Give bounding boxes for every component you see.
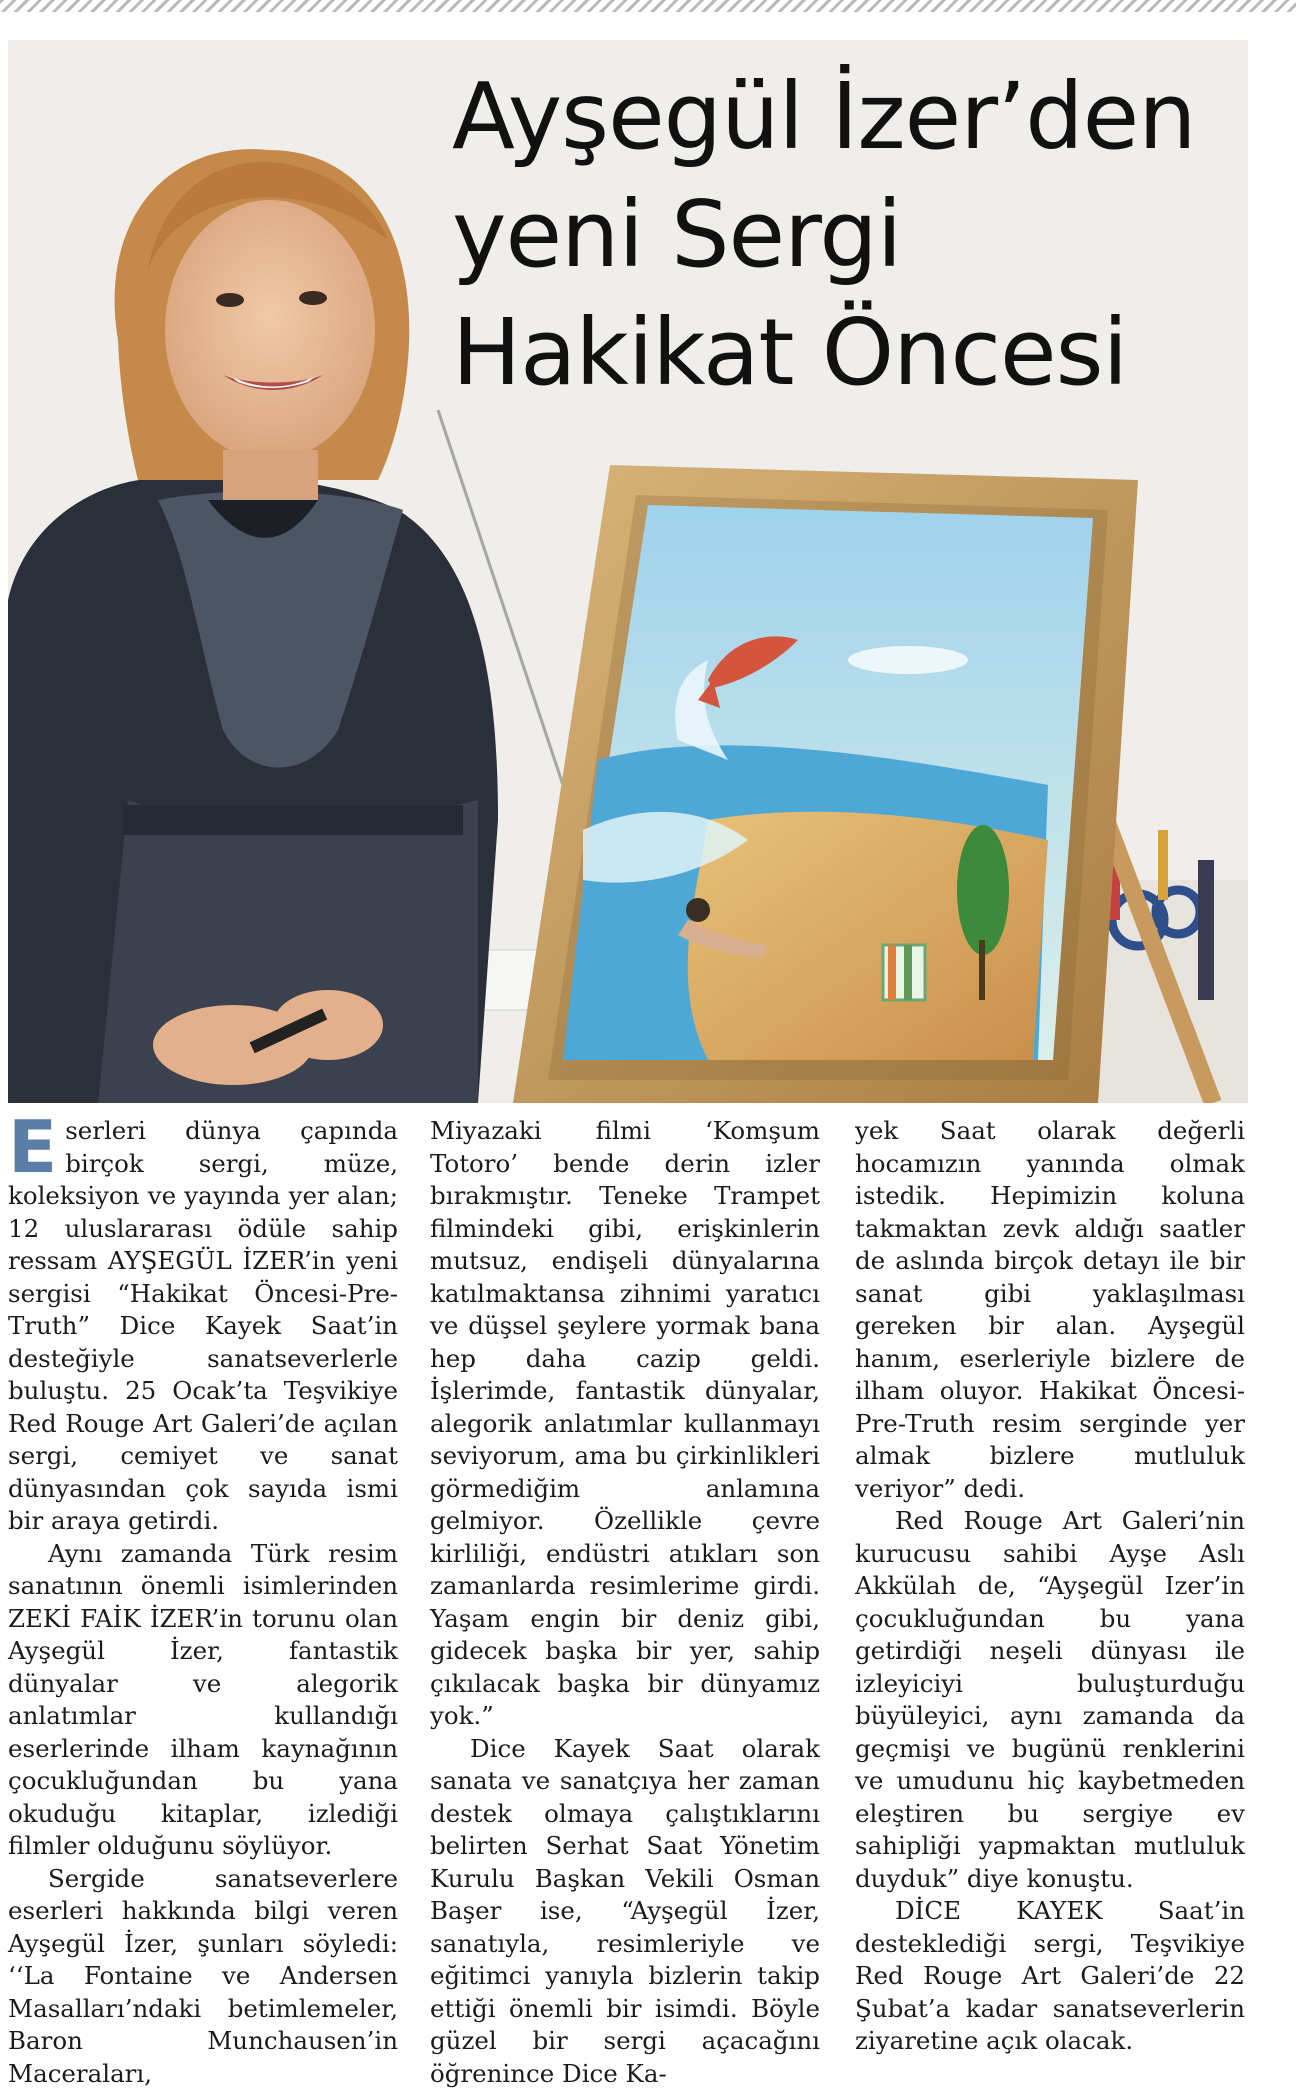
headline-line-1: Ayşegül İzer’den bbox=[452, 58, 1252, 176]
article-paragraph: DİCE KAYEK Saat’in desteklediği sergi, Teşvikiye Red Rouge Art Galeri’de 22 Şubat’a kadar sanatseverlerin ziyaretine açık olacak. bbox=[855, 1895, 1245, 2058]
article-column-3 bbox=[855, 1115, 1245, 2058]
paragraph-text: serleri dünya çapında birçok sergi, müze, koleksiyon ve yayında yer alan; 12 uluslararası ödüle sahip ressam AYŞEGÜL İZER’in yeni sergisi “Hakikat Öncesi-Pre-Truth” Dice Kayek Saat’in desteğiyle sanatseverlerle buluştu. 25 Ocak’ta Teşvikiye Red Rouge Art Galeri’de açılan sergi, cemiyet ve sanat dünyasından çok sayıda ismi bir araya getirdi. bbox=[8, 1116, 398, 1535]
headline-line-3: Hakikat Öncesi bbox=[452, 294, 1252, 412]
article-paragraph bbox=[8, 1115, 398, 1538]
article-paragraph: Red Rouge Art Galeri’nin kurucusu sahibi Ayşe Aslı Akkülah de, “Ayşegül Izer’in çocukluğundan bu yana getirdiği neşeli dünyası ile izleyiciyi buluşturduğu büyüleyici, aynı zamanda da geçmişi ve bugünü renklerini ve umudunu hiç kaybetmeden eleştiren bu sergiye ev sahipliği yapmaktan mutluluk duyduk” diye konuştu. bbox=[855, 1505, 1245, 1895]
article-paragraph: yek Saat olarak değerli hocamızın yanında olmak istedik. Hepimizin koluna takmaktan zevk aldığı saatler de aslında birçok detayı ile bir sanat gibi yaklaşılması gereken bir alan. Ayşegül hanım, eserleriyle bizlere de ilham oluyor. Hakikat Öncesi-Pre-Truth resim serginde yer almak bizlere mutluluk veriyor” dedi. bbox=[855, 1115, 1245, 1505]
article-paragraph: Aynı zamanda Türk resim sanatının önemli isimlerinden ZEKİ FAİK İZER’in torunu olan Ayşegül İzer, fantastik dünyalar ve alegorik anlatımlar kullandığı eserlerinde ilham kaynağının çocukluğundan bu yana okuduğu kitaplar, izlediği filmler olduğunu söylüyor. bbox=[8, 1538, 398, 1863]
article-column-1 bbox=[8, 1115, 398, 2090]
headline-line-2: yeni Sergi bbox=[452, 176, 1252, 294]
top-border-decoration bbox=[0, 0, 1296, 12]
headline bbox=[452, 58, 1252, 412]
drop-cap: E bbox=[8, 1117, 57, 1177]
article-column-2 bbox=[430, 1115, 820, 2090]
article-paragraph: Dice Kayek Saat olarak sanata ve sanatçıya her zaman destek olmaya çalıştıklarını belirten Serhat Saat Yönetim Kurulu Başkan Vekili Osman Başer ise, “Ayşegül İzer, sanatıyla, resimleriyle ve eğitimci yanıyla bizlerin takip ettiği önemli bir isimdi. Böyle güzel bir sergi açacağını öğrenince Dice Ka- bbox=[430, 1733, 820, 2090]
article-paragraph: Sergide sanatseverlere eserleri hakkında bilgi veren Ayşegül İzer, şunları söyledi: ‘‘La Fontaine ve Andersen Masalları’ndaki betimlemeler, Baron Munchausen’in Maceraları, bbox=[8, 1863, 398, 2090]
article-paragraph: Miyazaki filmi ‘Komşum Totoro’ bende derin izler bırakmıştır. Teneke Trampet filmindeki gibi, erişkinlerin mutsuz, endişeli dünyalarına katılmaktansa zihnimi yaratıcı ve düşsel şeylere yormak bana hep daha cazip geldi. İşlerimde, fantastik dünyalar, alegorik anlatımlar kullanmayı seviyorum, ama bu çirkinlikleri görmediğim anlamına gelmiyor. Özellikle çevre kirliliği, endüstri atıkları son zamanlarda resimlerime girdi. Yaşam engin bir deniz gibi, gidecek başka bir yer, sahip çıkılacak başka bir dünyamız yok.” bbox=[430, 1115, 820, 1733]
